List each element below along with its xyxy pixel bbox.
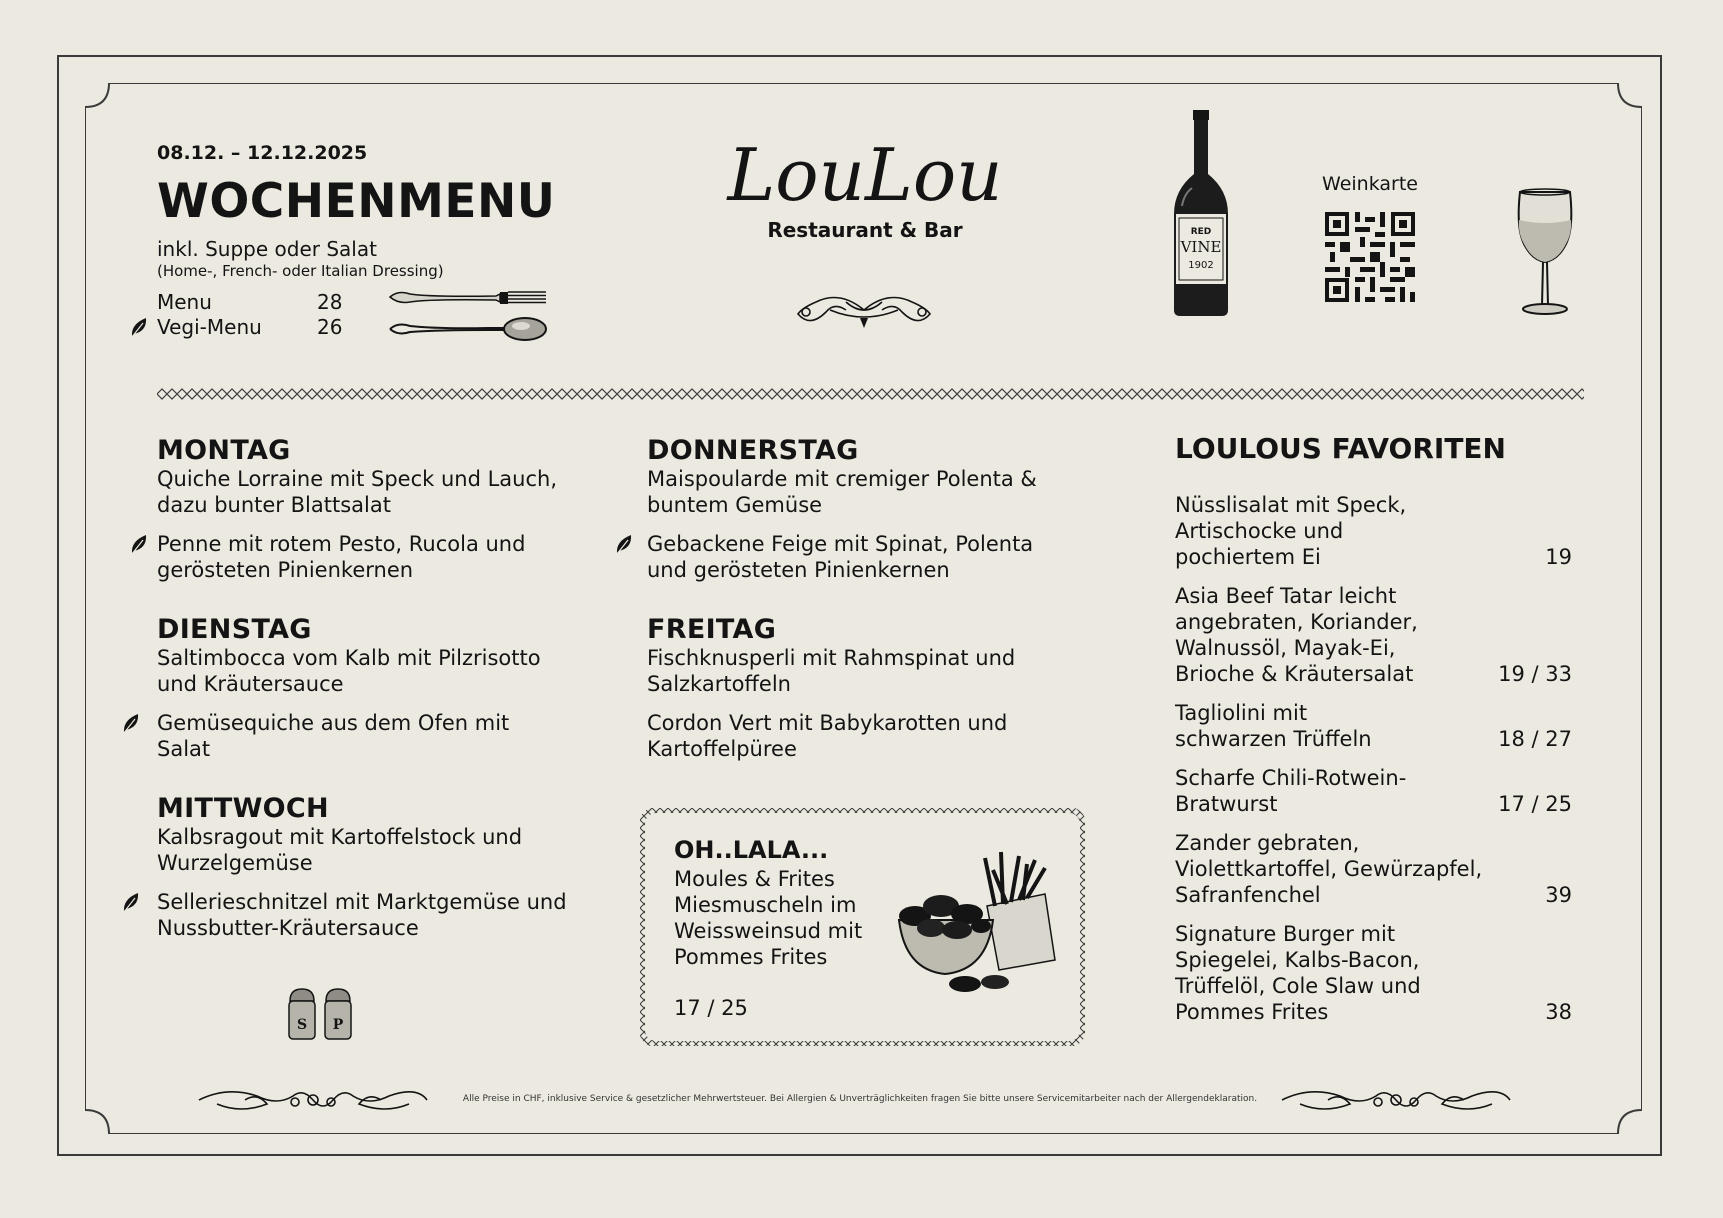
favorite-item — [1175, 765, 1572, 817]
favorite-text: Nüsslisalat mit Speck, Artischocke und pochiertem Ei — [1175, 493, 1407, 569]
dish-vegi: Sellerieschnitzel mit Marktgemüse und Nussbutter-Kräutersauce — [157, 890, 567, 940]
fries-icon — [985, 852, 1055, 970]
spoon-icon — [390, 318, 546, 340]
brand-subtitle: Restaurant & Bar — [767, 218, 963, 242]
favorite-price: 18 / 27 — [1498, 727, 1572, 751]
cutlery-icon — [388, 288, 548, 346]
wine-list-label: Weinkarte — [1322, 173, 1418, 195]
favorite-item — [1175, 583, 1572, 687]
price-row-vegi — [157, 315, 357, 339]
divider-line — [157, 388, 1584, 400]
day-title: DONNERSTAG — [647, 435, 859, 466]
dish: Maispoularde mit cremiger Polenta & buntem Gemüse — [647, 467, 1037, 517]
footnote: Alle Preise in CHF, inklusive Service & gesetzlicher Mehrwertsteuer. Bei Allergien & Unverträglichkeiten fragen Sie bitte unsere Servicemitarbeiter nach der Allergendeklaration. — [462, 1094, 1258, 1104]
mussels-fries-icon — [895, 850, 1060, 1000]
pepper-label: P — [332, 1017, 344, 1033]
bottle-label-line: VINE — [1180, 238, 1222, 256]
special-dish: Moules & Frites Miesmuscheln im Weissweinsud mit Pommes Frites — [674, 867, 863, 969]
bottle-label-line: 1902 — [1188, 260, 1214, 271]
day-title: MONTAG — [157, 435, 291, 466]
favorite-price: 19 — [1545, 545, 1572, 569]
favorite-text: Asia Beef Tatar leicht angebraten, Koriander, Walnussöl, Mayak-Ei, Brioche & Kräutersalat — [1175, 584, 1418, 686]
dish: Cordon Vert mit Babykarotten und Kartoffelpüree — [647, 711, 1008, 761]
favorite-price: 17 / 25 — [1498, 792, 1572, 816]
leaf-icon — [129, 533, 149, 555]
ornament-icon — [197, 1082, 429, 1118]
brand-name: LouLou — [727, 133, 1003, 212]
special-title: OH..LALA... — [674, 836, 829, 864]
price-value: 28 — [317, 290, 343, 314]
price-value: 26 — [317, 315, 343, 339]
wine-glass-icon — [1514, 188, 1576, 318]
special-price: 17 / 25 — [674, 996, 748, 1020]
leaf-icon — [121, 712, 141, 734]
favorite-text: Signature Burger mit Spiegelei, Kalbs-Bacon, Trüffelöl, Cole Slaw und Pommes Frites — [1175, 922, 1421, 1024]
day-title: FREITAG — [647, 614, 777, 645]
salt-pepper-icon — [286, 985, 358, 1041]
day-title: MITTWOCH — [157, 793, 329, 824]
page-title: WOCHENMENU — [157, 174, 556, 229]
price-label: Menu — [157, 290, 212, 314]
dressing-note: (Home-, French- oder Italian Dressing) — [157, 262, 444, 280]
dish-vegi: Gemüsequiche aus dem Ofen mit Salat — [157, 711, 510, 761]
favorite-text: Tagliolini mit schwarzen Trüffeln — [1175, 701, 1372, 751]
favorite-item — [1175, 830, 1572, 908]
dish-vegi: Gebackene Feige mit Spinat, Polenta und gerösteten Pinienkernen — [647, 532, 1034, 582]
dish-vegi: Penne mit rotem Pesto, Rucola und gerösteten Pinienkernen — [157, 532, 526, 582]
favorite-text: Zander gebraten, Violettkartoffel, Gewürzapfel, Safranfenchel — [1175, 831, 1483, 907]
date-range: 08.12. – 12.12.2025 — [157, 142, 368, 164]
ornament-icon — [1280, 1082, 1512, 1118]
price-row-menu — [157, 290, 357, 314]
leaf-icon — [614, 533, 634, 555]
leaf-icon — [121, 891, 141, 913]
price-label: Vegi-Menu — [157, 315, 262, 339]
salt-label: S — [296, 1017, 308, 1033]
favorite-item — [1175, 492, 1572, 570]
dish: Fischknusperli mit Rahmspinat und Salzkartoffeln — [647, 646, 1016, 696]
leaf-icon — [129, 316, 149, 338]
favorite-item — [1175, 921, 1572, 1025]
day-title: DIENSTAG — [157, 614, 312, 645]
fork-icon — [390, 292, 546, 304]
bottle-label-line: RED — [1190, 227, 1212, 237]
dish: Quiche Lorraine mit Speck und Lauch, dazu bunter Blattsalat — [157, 467, 558, 517]
dish: Saltimbocca vom Kalb mit Pilzrisotto und Kräutersauce — [157, 646, 541, 696]
favorite-item — [1175, 700, 1572, 752]
included-note: inkl. Suppe oder Salat — [157, 237, 377, 261]
brand-logo — [715, 132, 1015, 212]
ornament-icon — [790, 288, 938, 332]
favorite-price: 19 / 33 — [1498, 662, 1572, 686]
favorite-price: 39 — [1545, 883, 1572, 907]
favorite-price: 38 — [1545, 1000, 1572, 1024]
favorite-text: Scharfe Chili-Rotwein- Bratwurst — [1175, 766, 1407, 816]
wine-bottle-icon — [1172, 110, 1230, 318]
dish: Kalbsragout mit Kartoffelstock und Wurzelgemüse — [157, 825, 523, 875]
favorites-title: LOULOUS FAVORITEN — [1175, 432, 1506, 465]
qr-code-icon[interactable] — [1325, 212, 1415, 302]
